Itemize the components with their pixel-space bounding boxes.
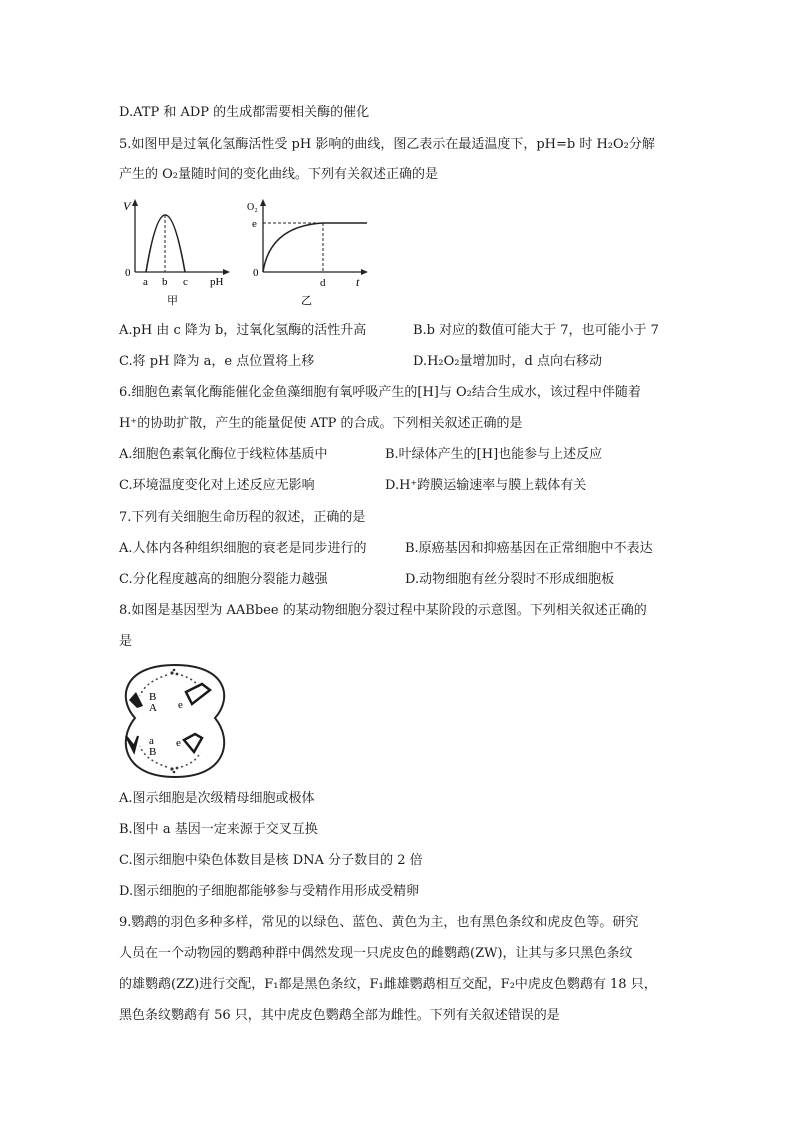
chromosome-bottom-right — [184, 734, 202, 752]
tick-a: a — [143, 276, 148, 288]
spindle-fiber — [181, 752, 200, 767]
caption-b: 乙 — [301, 295, 312, 307]
q9-line-3: 的雄鹦鹉(ZZ)进行交配，F₁都是黑色条纹，F₁雌雄鹦鹉相互交配，F₂中虎皮色鹦鹉有 18 只， — [119, 977, 657, 992]
q9-line-1: 9.鹦鹉的羽色多种多样，常见的以绿色、蓝色、黄色为主，也有黑色条纹和虎皮色等。研究 — [119, 915, 639, 930]
origin-label: 0 — [253, 267, 259, 279]
o2-curve — [263, 223, 367, 272]
centriole-bottom — [170, 767, 173, 770]
q7-option-b: B.原癌基因和抑癌基因在正常细胞中不表达 — [405, 541, 653, 556]
e-label: e — [252, 218, 257, 230]
y-axis-arrow-icon — [132, 199, 138, 206]
x-axis-arrow-icon — [223, 269, 230, 275]
q5-stem-line-2: 产生的 O₂量随时间的变化曲线。下列有关叙述正确的是 — [119, 167, 439, 182]
q8-stem-line-1: 8.如图是基因型为 AABbee 的某动物细胞分裂过程中某阶段的示意图。下列相关叙述正确的 — [119, 603, 647, 618]
x-axis-label: pH — [210, 276, 224, 288]
q5-figure-b — [243, 196, 373, 316]
q8-option-c: C.图示细胞中染色体数目是核 DNA 分子数目的 2 倍 — [119, 853, 423, 868]
q6-option-b: B.叶绿体产生的[H]也能参与上述反应 — [385, 447, 603, 462]
q7-option-c: C.分化程度越高的细胞分裂能力越强 — [119, 572, 328, 587]
q6-stem-line-1: 6.细胞色素氧化酶能催化金鱼藻细胞有氧呼吸产生的[H]与 O₂结合生成水，该过程中伴随着 — [119, 385, 641, 400]
q5-option-a: A.pH 由 c 降为 b，过氧化氢酶的活性升高 — [119, 323, 367, 338]
q7-option-a: A.人体内各种组织细胞的衰老是同步进行的 — [119, 541, 367, 556]
caption-a: 甲 — [167, 295, 178, 307]
q8-option-b: B.图中 a 基因一定来源于交叉互换 — [119, 822, 318, 837]
q8-option-d: D.图示细胞的子细胞都能够参与受精作用形成受精卵 — [119, 884, 420, 899]
q5-option-d: D.H₂O₂量增加时，d 点向右移动 — [413, 354, 602, 369]
q6-stem-line-2: H⁺的协助扩散，产生的能量促使 ATP 的合成。下列相关叙述正确的是 — [119, 416, 523, 431]
chromosome-top-right — [186, 684, 210, 704]
q9-line-4: 黑色条纹鹦鹉有 56 只，其中虎皮色鹦鹉全部为雌性。下列有关叙述错误的是 — [119, 1008, 560, 1023]
activity-curve — [146, 215, 185, 272]
y-axis-arrow-icon — [260, 199, 266, 206]
chromosome-bottom-left — [126, 736, 138, 752]
q5-figure-a — [117, 196, 235, 316]
q6-option-d: D.H⁺跨膜运输速率与膜上载体有关 — [385, 478, 587, 493]
tick-c: c — [183, 276, 188, 288]
y-axis-label: V — [123, 199, 131, 213]
x-axis-arrow-icon — [361, 269, 368, 275]
q6-option-c: C.环境温度变化对上述反应无影响 — [119, 478, 315, 493]
gene-label-bottom-e: e — [176, 737, 181, 749]
q7-stem: 7.下列有关细胞生命历程的叙述，正确的是 — [119, 510, 366, 525]
centriole-top — [170, 671, 173, 674]
gene-label-bottom-a: a — [149, 735, 154, 747]
gene-label-top-A: A — [149, 702, 157, 714]
x-axis-label: t — [356, 275, 360, 289]
d-label: d — [320, 277, 326, 289]
q7-option-d: D.动物细胞有丝分裂时不形成细胞板 — [405, 572, 615, 587]
q5-stem-line-1: 5.如图甲是过氧化氢酶活性受 pH 影响的曲线，图乙表示在最适温度下，pH=b 时 H₂O₂分解 — [119, 137, 655, 152]
q8-cell-figure — [115, 660, 235, 782]
chromosome-top-left — [129, 692, 143, 708]
q4-option-d: D.ATP 和 ADP 的生成都需要相关酶的催化 — [119, 105, 370, 120]
q5-option-c: C.将 pH 降为 a，e 点位置将上移 — [119, 354, 315, 369]
q8-option-a: A.图示细胞是次级精母细胞或极体 — [119, 791, 315, 806]
q5-option-b: B.b 对应的数值可能大于 7，也可能小于 7 — [413, 323, 659, 338]
q9-line-2: 人员在一个动物园的鹦鹉种群中偶然发现一只虎皮色的雌鹦鹉(ZW)，让其与多只黑色条纹 — [119, 946, 633, 961]
gene-label-top-B: B — [149, 691, 157, 703]
q8-stem-line-2: 是 — [119, 634, 133, 649]
y-axis-label: O₂ — [247, 202, 258, 213]
gene-label-bottom-B: B — [149, 746, 157, 758]
origin-label: 0 — [125, 267, 131, 279]
q6-option-a: A.细胞色素氧化酶位于线粒体基质中 — [119, 447, 328, 462]
cell-membrane — [126, 665, 224, 777]
gene-label-top-e: e — [178, 699, 183, 711]
tick-b: b — [162, 276, 168, 288]
